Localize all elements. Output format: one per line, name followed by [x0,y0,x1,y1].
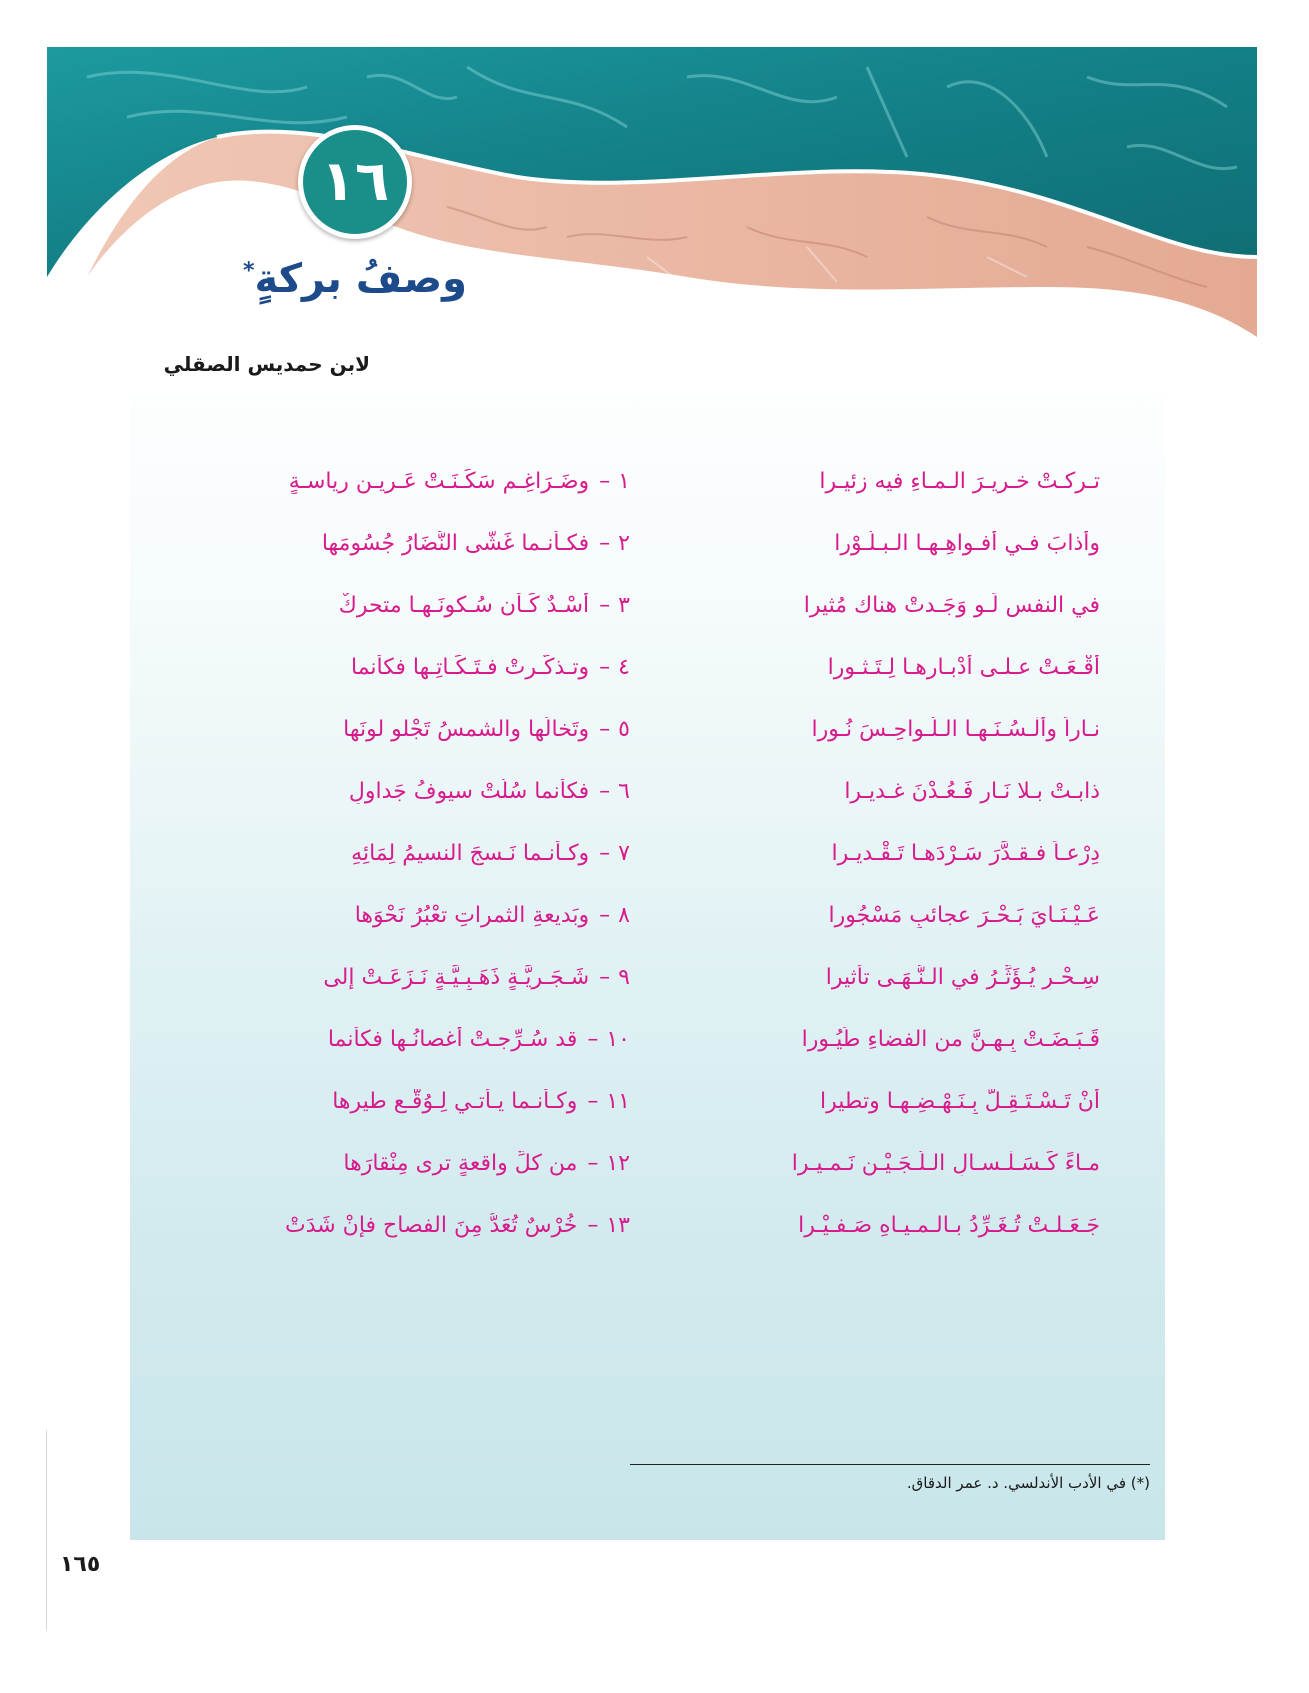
verse-number: ٦ [618,778,630,804]
verse-separator: – [599,964,611,990]
verse-first-hemistich [200,593,630,618]
verse-second-hemistich: قَـبَـضَـتْ بِـهِـنَّ من الفضاءِ طُيُـورا [801,1026,1100,1052]
verse-separator: – [599,592,611,618]
poem-verse [200,698,1100,760]
poem-verse [200,574,1100,636]
verse-second-hemistich: ذابـتْ بـلا نَـارٍ فَـعُـدْنَ غـديـرا [844,778,1100,804]
poem-verse [200,450,1100,512]
header-pattern [47,47,1257,392]
verse-first-text: قد سُـرِّجـتْ أغصانُـها فكأنما [327,1026,578,1052]
verse-first-text: فكأنما سُلَّتْ سيوفُ جَداولٍ [348,778,590,804]
verse-first-text: وكـأنـما يـأتـي لِـوُقّـعِ طيرِها [332,1088,578,1114]
verse-separator: – [587,1026,599,1052]
verse-first-hemistich [200,655,630,680]
lesson-number-badge [298,125,412,239]
poem-verse [200,884,1100,946]
verse-separator: – [599,530,611,556]
verse-number: ١٠ [606,1026,630,1052]
footnote-separator [630,1464,1150,1465]
poem-verse [200,760,1100,822]
poem-verse [200,1132,1100,1194]
verse-first-hemistich [200,1151,630,1176]
verse-number: ١٣ [606,1212,630,1238]
verse-number: ٩ [618,964,630,990]
poem-verse [200,636,1100,698]
verse-first-hemistich [200,717,630,742]
verse-second-hemistich: دِرْعـاً فـقـدَّرَ سَـرْدَهـا تَـقْـديـرا [831,840,1100,866]
verse-first-hemistich [200,1027,630,1052]
verse-second-hemistich: أقْـعَـتْ عـلـى أدْبـارِهـا لِـتَـثـورا [827,654,1100,680]
verse-first-hemistich [200,469,630,494]
page-edge-line [46,1430,47,1630]
footnote: (*) في الأدب الأندلسي. د. عمر الدقاق. [906,1474,1150,1492]
verse-separator: – [599,654,611,680]
verse-number: ١ [618,468,630,494]
verse-first-text: وتَخالُها والشمسُ تَجْلو لونَها [343,716,590,742]
verse-second-hemistich: وأذابَ فـي أفـواهِـهـا الـبـلّـوْرا [834,530,1100,556]
lesson-number: ١٦ [320,149,390,214]
verse-number: ٤ [618,654,630,680]
poet-name: لابن حمديس الصقلي [163,352,370,376]
verse-number: ٧ [618,840,630,866]
verse-first-hemistich [200,841,630,866]
verse-first-text: أُسْـدٌ كَـأَن سُـكونَـهـا متحركٌ [338,592,590,618]
verse-number: ٣ [618,592,630,618]
verse-separator: – [587,1212,599,1238]
verse-number: ٨ [618,902,630,928]
verse-number: ١٢ [606,1150,630,1176]
verse-first-hemistich [200,965,630,990]
verse-first-text: وبَديعةِ الثمراتِ تعْبُرُ نَحْوَها [354,902,590,928]
verse-second-hemistich: جَـعَـلـتْ تُـغَـرِّدُ بـالـمـيـاهِ صَـفـيْـرا [798,1212,1100,1238]
verse-second-hemistich: تـركـتْ خـريـرَ الـمـاءِ فيه زئيـرا [819,468,1100,494]
poem-verse [200,512,1100,574]
verse-first-hemistich [200,531,630,556]
poem-verse [200,822,1100,884]
poem-verse [200,1008,1100,1070]
verse-separator: – [587,1088,599,1114]
title-footnote-mark: * [242,258,255,284]
poem-verses [200,450,1100,1256]
verse-separator: – [599,840,611,866]
verse-first-hemistich [200,1213,630,1238]
verse-number: ٥ [618,716,630,742]
verse-number: ٢ [618,530,630,556]
verse-second-hemistich: نـاراً وألْـسُـنَـهـا الـلَّـواحِـسَ نُـورا [811,716,1100,742]
poem-verse [200,1194,1100,1256]
verse-first-text: من كلِّ واقعةٍ ترى مِنْقارَها [343,1150,578,1176]
verse-separator: – [599,716,611,742]
verse-second-hemistich: أنْ تَـسْـتَـقِـلَّ بِـنَـهْـضِـهـا وتطيرا [820,1088,1100,1114]
verse-separator: – [599,468,611,494]
verse-second-hemistich: سِـحْـرٍ يُـؤَثِّـرُ في الـنُّـهَـى تأثيرا [825,964,1100,990]
poem-verse [200,946,1100,1008]
verse-separator: – [599,902,611,928]
verse-second-hemistich: عَـيْـنَـايَ بَـحْـرَ عجائبٍ مَسْجُورا [828,902,1100,928]
lesson-title [240,255,470,303]
verse-first-text: شَـجَـرِيَّـةٍ ذَهَـبِـيَّـةٍ نَـزَعَـتْ إلى [323,964,590,990]
verse-number: ١١ [606,1088,630,1114]
verse-separator: – [599,778,611,804]
verse-first-text: خُرْسٌ تُعَدُّ مِنَ الفصاحِ فإنْ شَدَتْ [284,1212,578,1238]
lesson-title-text: وصفُ بركةٍ [254,256,467,302]
page-number: ١٦٥ [60,1552,101,1577]
verse-second-hemistich: مـاءً كَـسَـلْـسـالِ الـلُّـجَـيْـنِ نَـمـيـرا [791,1150,1100,1176]
verse-first-text: فكـأنـما غَشَّى النُّضَارُ جُسُومَها [321,530,590,556]
verse-first-text: وكـأنـما نَـسجَ النسيمُ لِمَائِهِ [351,840,590,866]
verse-first-hemistich [200,1089,630,1114]
verse-first-hemistich [200,903,630,928]
verse-separator: – [587,1150,599,1176]
verse-first-text: وضَـرَاغِـم سَكَـنَـتْ عَـرِيـن رياسـةٍ [288,468,590,494]
verse-second-hemistich: في النفسِ لَـو وَجَـدتْ هناك مُثيرا [803,592,1100,618]
poem-verse [200,1070,1100,1132]
verse-first-text: وتـذكَّـرتْ فـتَـكَـاتِـها فكأنما [351,654,590,680]
verse-first-hemistich [200,779,630,804]
header-banner [47,47,1257,392]
